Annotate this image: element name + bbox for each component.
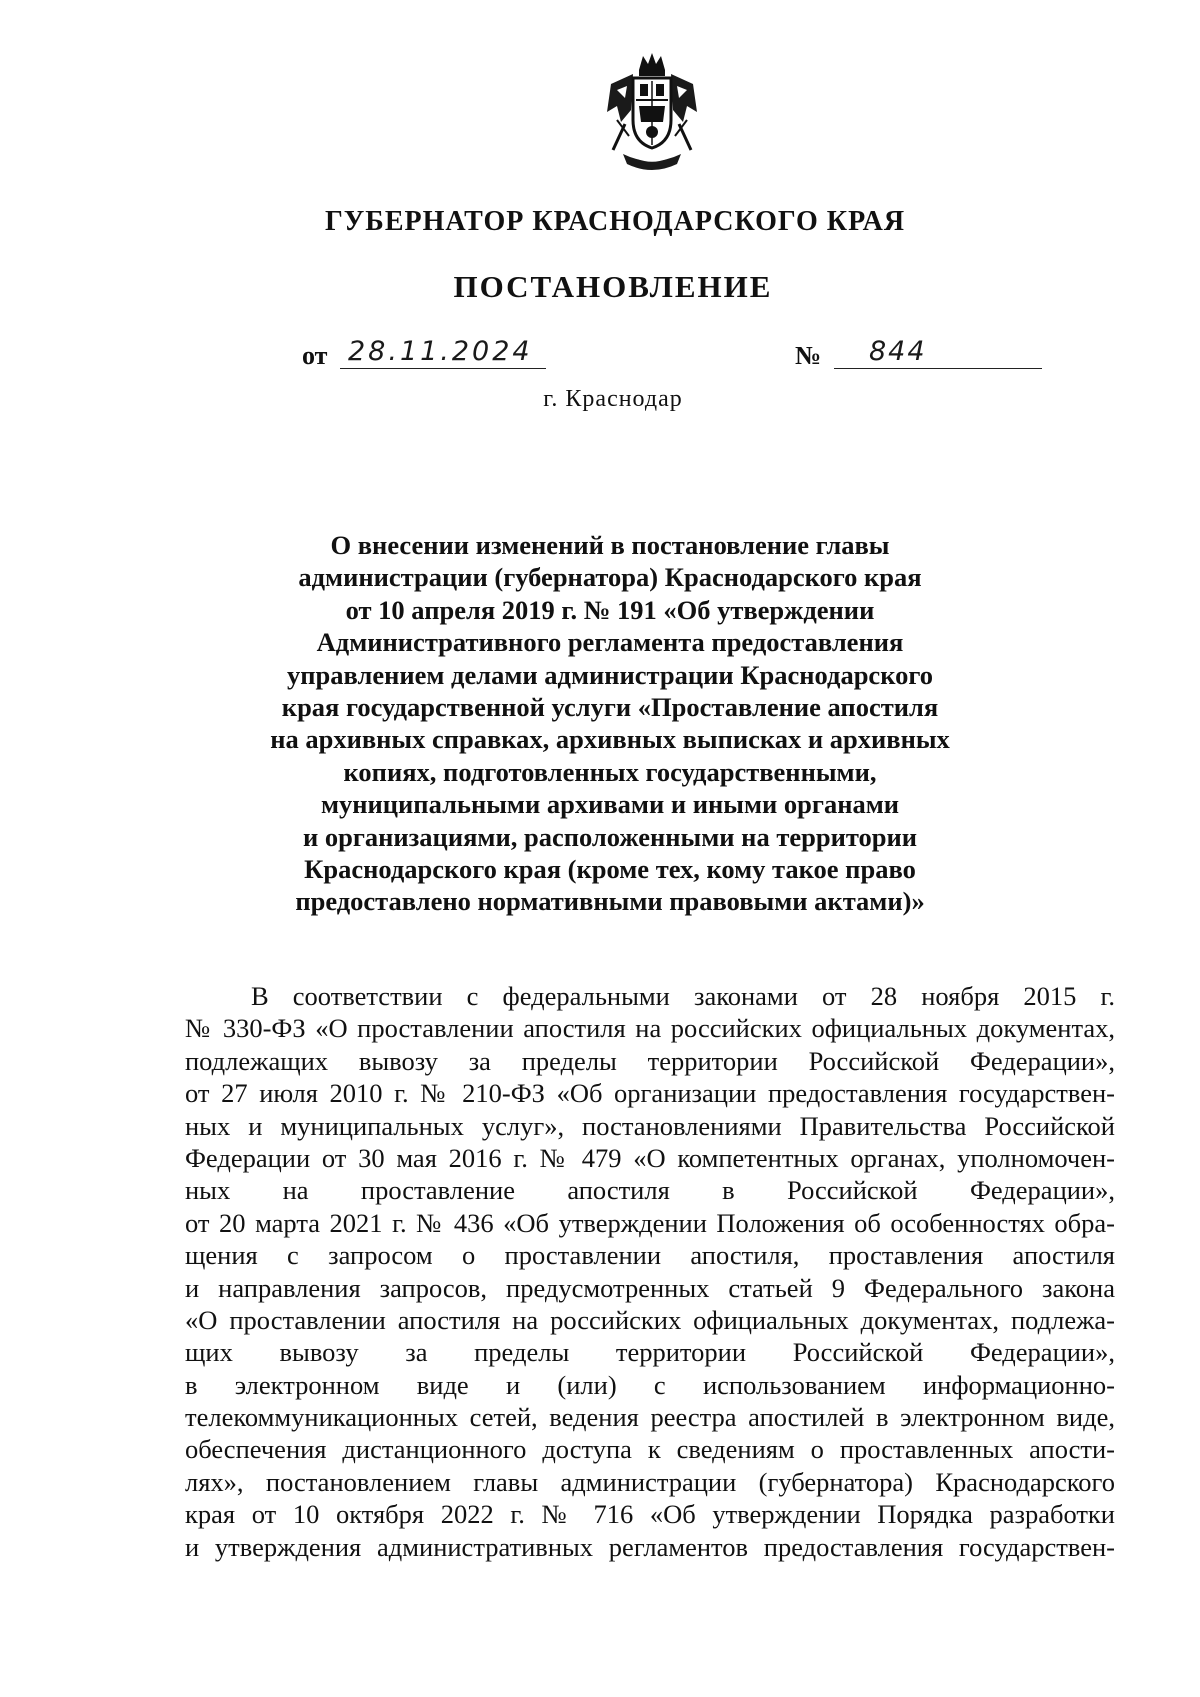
document-type-heading: ПОСТАНОВЛЕНИЕ (453, 269, 773, 304)
title-line: края государственной услуги «Проставление апостиля (281, 692, 939, 723)
body-line: от 20 марта 2021 г. № 436 «Об утверждении Положения об особенностях обра- (185, 1207, 1115, 1238)
number-prefix-label: № (795, 341, 822, 370)
body-line: в электронном виде и (или) с использованием информационно- (185, 1369, 1115, 1400)
title-line: на архивных справках, архивных выписках и архивных (270, 724, 950, 755)
body-line: «О проставлении апостиля на российских официальных документах, подлежа- (185, 1304, 1115, 1335)
city-label: г. Краснодар (543, 386, 683, 412)
body-line: подлежащих вывозу за пределы территории Российской Федерации», (185, 1045, 1115, 1076)
title-line: администрации (губернатора) Краснодарского края (298, 562, 922, 593)
body-line: и утверждения административных регламентов предоставления государствен- (185, 1531, 1115, 1562)
document-title (250, 529, 970, 918)
body-line: телекоммуникационных сетей, ведения реестра апостилей в электронном виде, (185, 1402, 1115, 1433)
issuing-authority: ГУБЕРНАТОР КРАСНОДАРСКОГО КРАЯ (324, 206, 906, 237)
title-line: О внесении изменений в постановление главы (330, 530, 890, 560)
body-line: от 27 июля 2010 г. № 210-ФЗ «Об организации предоставления государствен- (185, 1078, 1115, 1109)
body-line: ных и муниципальных услуг», постановлениями Правительства Российской (185, 1110, 1115, 1141)
document-date: 28.11.2024 (348, 336, 533, 367)
date-number-row (302, 336, 1042, 376)
body-line: Федерации от 30 мая 2016 г. № 479 «О компетентных органах, уполномочен- (185, 1142, 1115, 1173)
body-line: и направления запросов, предусмотренных статьей 9 Федерального закона (185, 1272, 1115, 1303)
body-line: края от 10 октября 2022 г. № 716 «Об утверждении Порядка разработки (185, 1499, 1115, 1530)
title-line: предоставлено нормативными правовыми актами)» (295, 886, 925, 917)
coat-of-arms-emblem (603, 50, 701, 176)
title-line: Административного регламента предоставления (316, 627, 904, 658)
body-paragraph (185, 980, 1115, 1563)
title-line: и организациями, расположенными на территории (302, 821, 918, 852)
title-line: управлением делами администрации Краснодарского (286, 659, 933, 690)
date-underline (340, 336, 546, 369)
body-line: ных на проставление апостиля в Российской Федерации», (185, 1175, 1115, 1206)
number-underline (834, 336, 1042, 369)
body-line: № 330-ФЗ «О проставлении апостиля на российских официальных документах, (185, 1013, 1115, 1044)
title-line: муниципальными архивами и иными органами (320, 789, 900, 820)
body-line: щения с запросом о проставлении апостиля, проставления апостиля (185, 1240, 1115, 1271)
body-line: обеспечения дистанционного доступа к сведениям о проставленных апости- (185, 1434, 1115, 1465)
body-line: щих вывозу за пределы территории Российской Федерации», (185, 1337, 1115, 1368)
date-prefix-label: от (302, 341, 328, 370)
title-line: Краснодарского края (кроме тех, кому такое право (304, 854, 916, 885)
body-line: В соответствии с федеральными законами от 28 ноября 2015 г. (251, 981, 1115, 1011)
document-number: 844 (869, 336, 927, 367)
body-line: лях», постановлением главы администрации (губернатора) Краснодарского (185, 1466, 1115, 1497)
title-line: от 10 апреля 2019 г. № 191 «Об утверждении (345, 594, 875, 625)
title-line: копиях, подготовленных государственными, (343, 756, 877, 787)
